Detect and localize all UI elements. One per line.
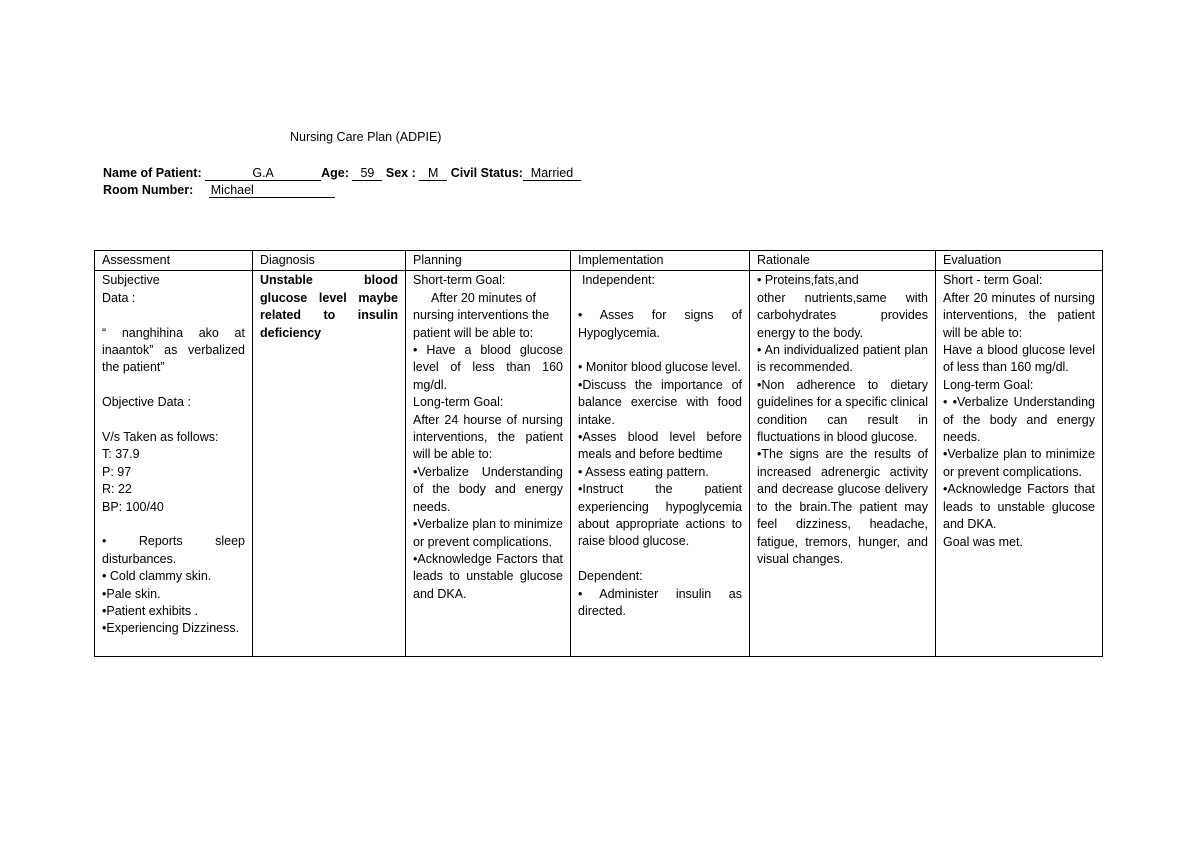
- implementation-line: Independent:: [582, 273, 655, 288]
- planning-line: •Acknowledge Factors that leads to unstable glucose and DKA.: [413, 551, 563, 601]
- assessment-line: V/s Taken as follows:: [102, 430, 219, 445]
- implementation-line: •Instruct the patient experiencing hypoglycemia about appropriate actions to raise blood glucose.: [578, 482, 742, 549]
- care-plan-table: [94, 250, 1103, 657]
- room-value: Michael: [209, 184, 335, 198]
- evaluation-line: •Acknowledge Factors that leads to unstable glucose and DKA.: [943, 482, 1095, 532]
- age-label: Age:: [321, 166, 349, 180]
- header-row: [95, 251, 1103, 271]
- planning-line: •Verbalize plan to minimize or prevent complications.: [413, 517, 563, 549]
- planning-line: After 24 hourse of nursing interventions, the patient will be able to:: [413, 412, 563, 462]
- implementation-line: •Asses blood level before meals and before bedtime: [578, 430, 742, 462]
- assessment-line: [102, 377, 245, 394]
- assessment-line: •Experiencing Dizziness.: [102, 621, 240, 636]
- assessment-line: •Patient exhibits .: [102, 604, 199, 619]
- planning-line: • Have a blood glucose level of less than 160 mg/dl.: [413, 343, 563, 392]
- rationale-line: • An individualized patient plan is recommended.: [757, 343, 928, 375]
- evaluation-line: Have a blood glucose level of less than 160 mg/dl.: [943, 343, 1095, 375]
- assessment-line: Data :: [102, 290, 136, 305]
- assessment-line: [102, 412, 245, 429]
- rationale-line: • Proteins,fats,and: [757, 273, 859, 288]
- planning-line: Short-term Goal:: [413, 273, 506, 288]
- planning-cell: [406, 271, 571, 657]
- header-evaluation: Evaluation: [936, 251, 1103, 271]
- rationale-line: other nutrients,same with carbohydrates provides energy to the body.: [757, 290, 928, 340]
- assessment-line: R: 22: [102, 482, 132, 497]
- implementation-line: • Monitor blood glucose level.: [578, 360, 741, 375]
- room-info-line: [103, 183, 335, 198]
- diagnosis-cell: [253, 271, 406, 657]
- implementation-line: • Assess eating pattern.: [578, 464, 709, 479]
- name-label: Name of Patient:: [103, 166, 202, 180]
- header-assessment: Assessment: [95, 251, 253, 271]
- evaluation-line: Long-term Goal:: [943, 377, 1034, 392]
- evaluation-cell: [936, 271, 1103, 657]
- implementation-line: • Administer insulin as directed.: [578, 586, 742, 619]
- sex-value: M: [419, 167, 447, 181]
- assessment-line: Objective Data :: [102, 395, 191, 410]
- table-row: [95, 271, 1103, 657]
- document-title: Nursing Care Plan (ADPIE): [290, 130, 442, 144]
- header-implementation: Implementation: [571, 251, 750, 271]
- rationale-line: •Non adherence to dietary guidelines for a specific clinical condition can result in fluctuations in blood glucose.: [757, 377, 928, 445]
- implementation-line: [578, 551, 742, 568]
- assessment-line: Subjective: [102, 273, 160, 288]
- evaluation-line: Goal was met.: [943, 534, 1023, 549]
- planning-line: After 20 minutes of nursing interventions the patient will be able to:: [413, 290, 550, 340]
- assessment-line: BP: 100/40: [102, 499, 164, 514]
- rationale-cell: [750, 271, 936, 657]
- patient-info-line: [103, 166, 581, 181]
- rationale-line: •The signs are the results of increased adrenergic activity and decrease glucose delivery to the brain.The patient may feel dizziness, headache, fatigue, tremors, hunger, and visual changes.: [757, 447, 928, 566]
- header-planning: Planning: [406, 251, 571, 271]
- civil-status-label: Civil Status:: [450, 166, 523, 180]
- assessment-line: “ nanghihina ako at inaantok” as verbalized the patient”: [102, 325, 245, 375]
- implementation-line: •Discuss the importance of balance exercise with food intake.: [578, 377, 742, 427]
- assessment-line: [102, 307, 245, 324]
- assessment-line: P: 97: [102, 464, 132, 479]
- patient-name-value: G.A: [205, 167, 321, 181]
- civil-status-value: Married: [523, 167, 581, 181]
- assessment-line: • Reports sleep disturbances.: [102, 534, 245, 566]
- evaluation-line: • •Verbalize Understanding of the body and energy needs.: [943, 395, 1095, 445]
- implementation-line: [578, 290, 742, 307]
- header-diagnosis: Diagnosis: [253, 251, 406, 271]
- assessment-cell: [95, 271, 253, 657]
- planning-line: •Verbalize Understanding of the body and energy needs.: [413, 464, 563, 514]
- room-label: Room Number:: [103, 183, 194, 197]
- assessment-line: T: 37.9: [102, 447, 140, 462]
- assessment-line: •Pale skin.: [102, 586, 161, 601]
- assessment-line: [102, 516, 245, 533]
- implementation-line: Dependent:: [578, 569, 643, 584]
- sex-label: Sex :: [385, 166, 416, 180]
- assessment-line: • Cold clammy skin.: [102, 569, 212, 584]
- age-value: 59: [352, 167, 382, 181]
- header-rationale: Rationale: [750, 251, 936, 271]
- evaluation-line: •Verbalize plan to minimize or prevent complications.: [943, 447, 1095, 479]
- diagnosis-line: Unstable blood glucose level maybe related to insulin deficiency: [260, 273, 398, 340]
- implementation-line: • Asses for signs of Hypoglycemia.: [578, 308, 742, 340]
- evaluation-line: Short - term Goal:: [943, 273, 1043, 288]
- planning-line: Long-term Goal:: [413, 395, 504, 410]
- evaluation-line: After 20 minutes of nursing interventions, the patient will be able to:: [943, 290, 1095, 340]
- implementation-cell: [571, 271, 750, 657]
- implementation-line: [578, 342, 742, 359]
